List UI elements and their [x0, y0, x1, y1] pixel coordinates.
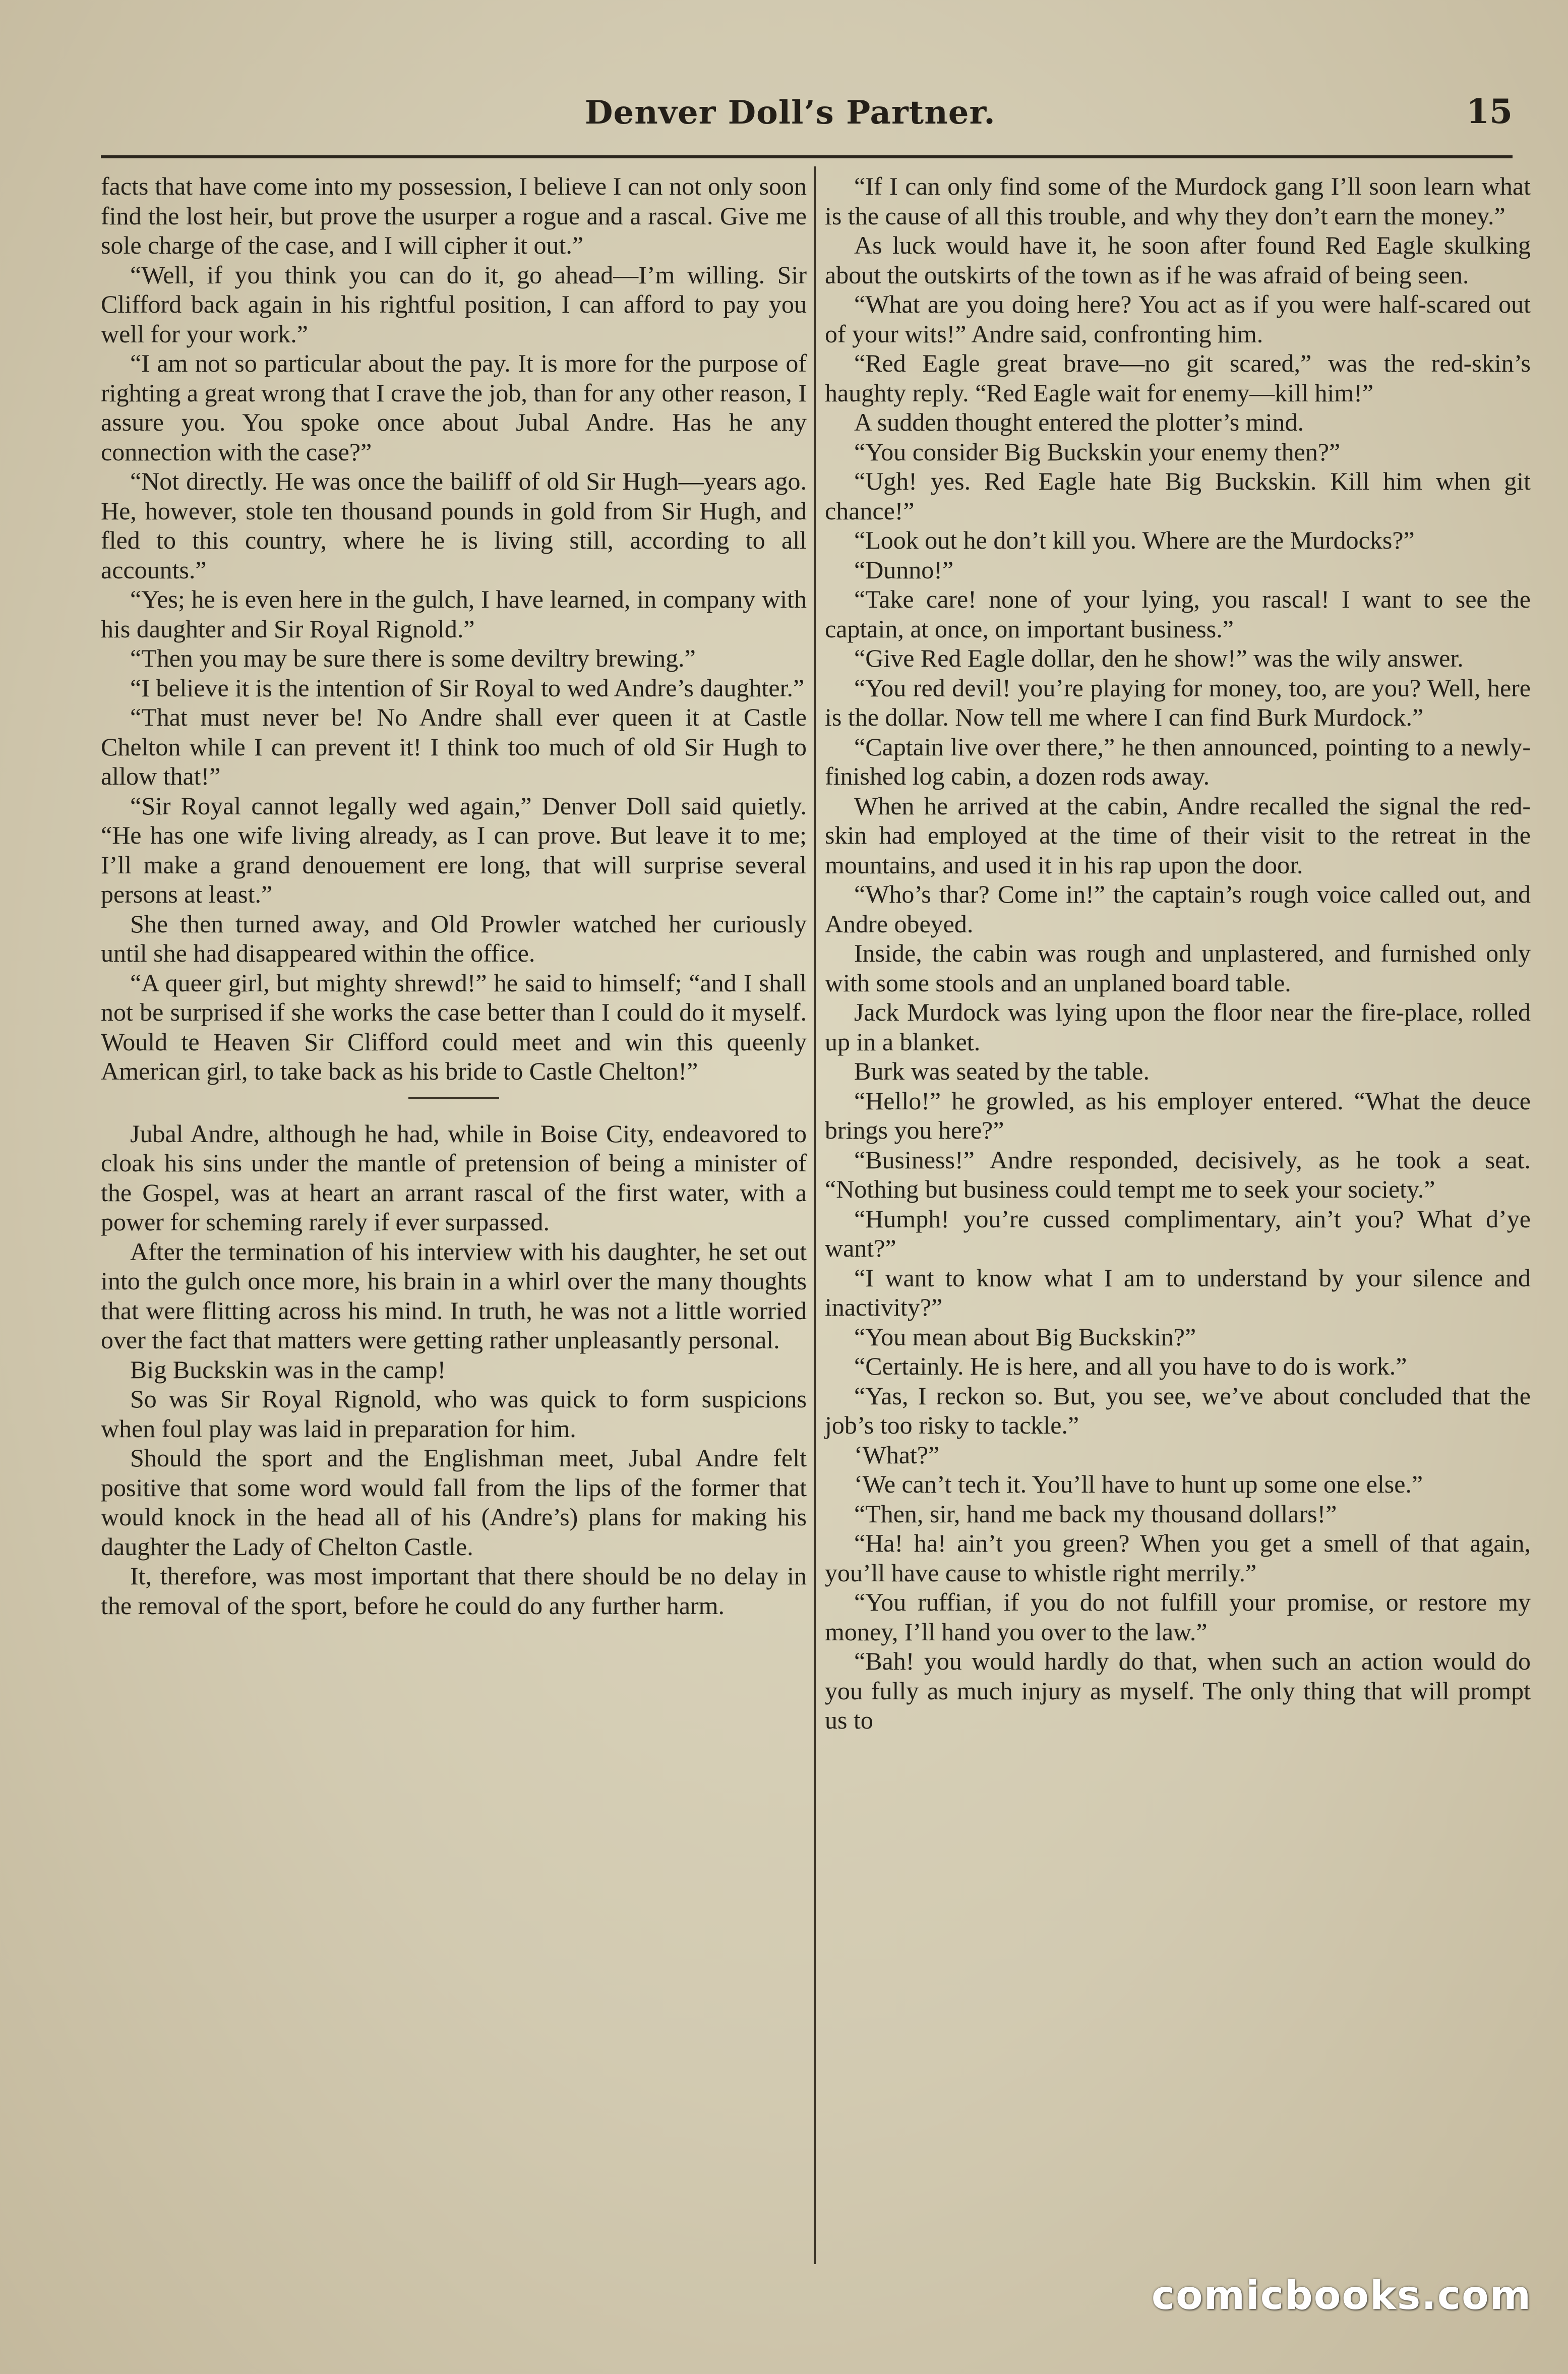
page-number: 15	[1466, 92, 1513, 131]
paragraph: “I want to know what I am to understand by your silence and inactivity?”	[825, 1263, 1531, 1321]
section-break-rule	[408, 1097, 499, 1099]
column-rule	[814, 166, 816, 2264]
paragraph: “What are you doing here? You act as if you were half-scared out of your wits!” Andre said, confronting him.	[825, 290, 1531, 348]
paragraph: So was Sir Royal Rignold, who was quick to form suspicions when foul play was laid in preparation for him.	[101, 1385, 807, 1443]
paragraph: “Red Eagle great brave—no git scared,” was the red-skin’s haughty reply. “Red Eagle wait for enemy—kill him!”	[825, 349, 1531, 407]
paragraph: “I am not so particular about the pay. It is more for the purpose of righting a great wrong that I crave the job, than for any other reason, I assure you. You spoke once about Jubal Andre. Has he any connection with the case?”	[101, 349, 807, 466]
paragraph: “Who’s thar? Come in!” the captain’s rough voice called out, and Andre obeyed.	[825, 880, 1531, 938]
running-title: Denver Doll’s Partner.	[585, 94, 996, 132]
paragraph: “You mean about Big Buckskin?”	[854, 1322, 1196, 1351]
paragraph: “I believe it is the intention of Sir Royal to wed Andre’s daughter.”	[130, 673, 805, 702]
paragraph: “Well, if you think you can do it, go ahead—I’m willing. Sir Clifford back again in his rightful position, I can afford to pay you well for your work.”	[101, 260, 807, 348]
paragraph: Big Buckskin was in the camp!	[130, 1355, 446, 1384]
paragraph: “Take care! none of your lying, you rascal! I want to see the captain, at once, on important business.”	[825, 585, 1531, 643]
paragraph: Inside, the cabin was rough and unplastered, and furnished only with some stools and an unplaned board table.	[825, 939, 1531, 997]
paragraph: “Yas, I reckon so. But, you see, we’ve about concluded that the job’s too risky to tackle.”	[825, 1381, 1531, 1439]
paragraph: “Look out he don’t kill you. Where are the Murdocks?”	[854, 526, 1415, 554]
paragraph: “Then you may be sure there is some deviltry brewing.”	[130, 644, 696, 672]
paragraph: “Captain live over there,” he then announced, pointing to a newly-finished log cabin, a dozen rods away.	[825, 732, 1531, 790]
watermark-text: comicbooks.com	[1151, 2273, 1532, 2319]
paragraph: Should the sport and the Englishman meet, Jubal Andre felt positive that some word would fall from the lips of the former that would knock in the head all of his (Andre’s) plans for making his daughter the Lady of Chelton Castle.	[101, 1444, 807, 1561]
paragraph: “Ha! ha! ain’t you green? When you get a smell of that again, you’ll have cause to whistle right merrily.”	[825, 1529, 1531, 1587]
right-column	[825, 171, 1531, 1735]
paragraph: Burk was seated by the table.	[854, 1057, 1150, 1085]
paragraph: “Dunno!”	[854, 555, 954, 584]
paragraph: “Give Red Eagle dollar, den he show!” was the wily answer.	[854, 644, 1464, 672]
paragraph: facts that have come into my possession, I believe I can not only soon find the lost heir, but prove the usurper a rogue and a rascal. Give me sole charge of the case, and I will cipher it out.”	[101, 172, 807, 259]
paragraph: As luck would have it, he soon after found Red Eagle skulking about the outskirts of the town as if he was afraid of being seen.	[825, 231, 1531, 289]
paragraph: “Bah! you would hardly do that, when such an action would do you fully as much injury as myself. The only thing that will prompt us to	[825, 1647, 1531, 1734]
paragraph: “Ugh! yes. Red Eagle hate Big Buckskin. Kill him when git chance!”	[825, 467, 1531, 525]
paragraph: “That must never be! No Andre shall ever queen it at Castle Chelton while I can prevent it! I think too much of old Sir Hugh to allow that!”	[101, 703, 807, 790]
paragraph: “Business!” Andre responded, decisively, as he took a seat. “Nothing but business could tempt me to seek your society.”	[825, 1145, 1531, 1203]
paragraph: “Yes; he is even here in the gulch, I have learned, in company with his daughter and Sir Royal Rignold.”	[101, 585, 807, 643]
paragraph: ‘What?”	[854, 1440, 940, 1469]
paragraph: “You red devil! you’re playing for money, too, are you? Well, here is the dollar. Now tell me where I can find Burk Murdock.”	[825, 673, 1531, 731]
paragraph: When he arrived at the cabin, Andre recalled the signal the red-skin had employed at the time of their visit to the retreat in the mountains, and used it in his rap upon the door.	[825, 791, 1531, 879]
paragraph: “Sir Royal cannot legally wed again,” Denver Doll said quietly. “He has one wife living already, as I can prove. But leave it to me; I’ll make a grand denouement ere long, that will surprise several persons at least.”	[101, 791, 807, 908]
page-header	[101, 90, 1518, 135]
paragraph: “Then, sir, hand me back my thousand dollars!”	[854, 1499, 1337, 1528]
paragraph: Jack Murdock was lying upon the floor near the fire-place, rolled up in a blanket.	[825, 998, 1531, 1056]
paragraph: It, therefore, was most important that there should be no delay in the removal of the sport, before he could do any further harm.	[101, 1562, 807, 1620]
paragraph: ‘We can’t tech it. You’ll have to hunt up some one else.”	[854, 1470, 1423, 1498]
paragraph: “You consider Big Buckskin your enemy then?”	[854, 437, 1341, 466]
paragraph: “Certainly. He is here, and all you have to do is work.”	[854, 1352, 1407, 1380]
paragraph: Jubal Andre, although he had, while in Boise City, endeavored to cloak his sins under the mantle of pretension of being a minister of the Gospel, was at heart an arrant rascal of the first water, with a power for scheming rarely if ever surpassed.	[101, 1119, 807, 1236]
paragraph: “Hello!” he growled, as his employer entered. “What the deuce brings you here?”	[825, 1086, 1531, 1144]
header-rule	[101, 155, 1513, 158]
left-column	[101, 171, 807, 1620]
paragraph: “If I can only find some of the Murdock gang I’ll soon learn what is the cause of all this trouble, and why they don’t earn the money.”	[825, 172, 1531, 230]
paragraph: She then turned away, and Old Prowler watched her curiously until she had disappeared within the office.	[101, 909, 807, 967]
paragraph: After the termination of his interview with his daughter, he set out into the gulch once more, his brain in a whirl over the many thoughts that were flitting across his mind. In truth, he was not a little worried over the fact that matters were getting rather unpleasantly personal.	[101, 1237, 807, 1354]
paragraph: “You ruffian, if you do not fulfill your promise, or restore my money, I’ll hand you over to the law.”	[825, 1588, 1531, 1646]
paragraph: A sudden thought entered the plotter’s mind.	[854, 408, 1304, 436]
paragraph: “A queer girl, but mighty shrewd!” he said to himself; “and I shall not be surprised if she works the case better than I could do it myself. Would te Heaven Sir Clifford could meet and win this queenly American girl, to take back as his bride to Castle Chelton!”	[101, 968, 807, 1085]
paragraph: “Not directly. He was once the bailiff of old Sir Hugh—years ago. He, however, stole ten thousand pounds in gold from Sir Hugh, and fled to this country, where he is living still, according to all accounts.”	[101, 467, 807, 584]
paragraph: “Humph! you’re cussed complimentary, ain’t you? What d’ye want?”	[825, 1204, 1531, 1262]
